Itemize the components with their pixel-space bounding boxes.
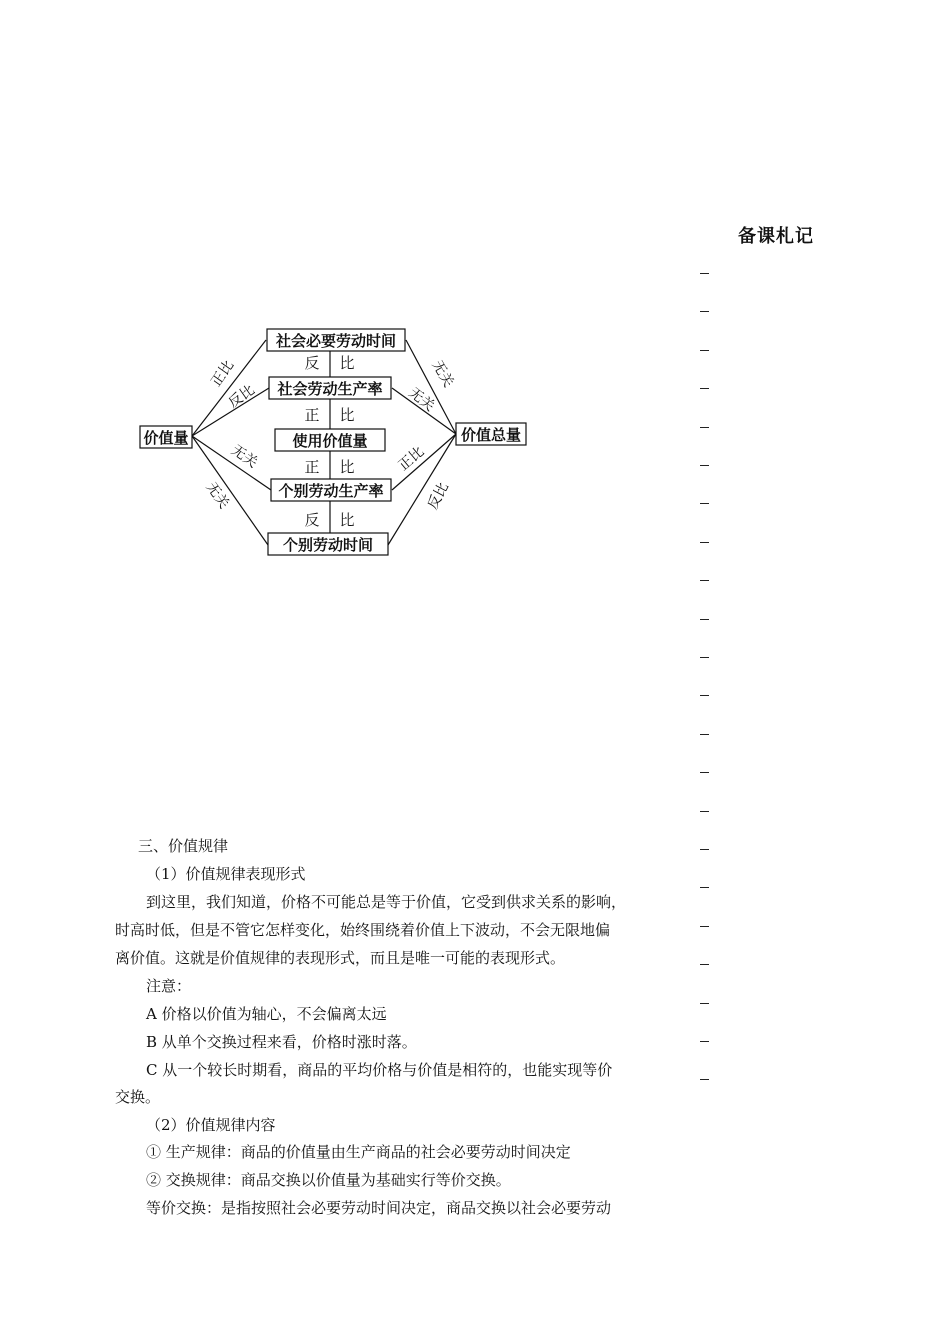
notes-dash: [700, 1041, 709, 1042]
svg-text:社会劳动生产率: 社会劳动生产率: [277, 380, 383, 398]
svg-text:价值总量: 价值总量: [460, 426, 522, 444]
box-social-necessary-labor-time: [267, 329, 405, 351]
svg-text:价值量: 价值量: [143, 429, 189, 447]
edge-label-left-4: 无关: [202, 479, 232, 512]
notes-dash: [700, 849, 709, 850]
notes-dash: [700, 772, 709, 773]
svg-text:个别劳动生产率: 个别劳动生产率: [278, 482, 384, 500]
notes-dash: [700, 657, 709, 658]
notes-dash: [700, 695, 709, 696]
notes-dash: [700, 273, 709, 274]
notes-dash: [700, 964, 709, 965]
notes-dash: [700, 465, 709, 466]
value-relation-diagram: [130, 320, 540, 570]
edge-label-left-1: 正比: [208, 357, 238, 390]
relation-1-left: 反: [304, 354, 320, 372]
note-item-b: B 从单个交换过程来看，价格时涨时落。: [146, 1033, 417, 1051]
relation-4-left: 反: [304, 511, 320, 529]
relation-3-right: 比: [339, 458, 355, 476]
node-total-value: [456, 423, 526, 445]
box-social-labor-productivity: [269, 377, 391, 399]
note-item-a: A 价格以价值为轴心，不会偏离太远: [146, 1005, 387, 1023]
notes-dash: [700, 619, 709, 620]
edge-label-left-2: 反比: [225, 382, 258, 412]
notes-dash: [700, 887, 709, 888]
note-item-c: C 从一个较长时期看，商品的平均价格与价值是相符的，也能实现等价: [146, 1061, 613, 1079]
notes-dash: [700, 1079, 709, 1080]
box-individual-labor-time: [268, 533, 388, 555]
notes-dash: [700, 350, 709, 351]
edge-left-to-box-1: [192, 340, 266, 436]
notes-dash: [700, 580, 709, 581]
notes-dash: [700, 734, 709, 735]
notes-column-title: 备课札记: [738, 226, 814, 247]
box-individual-labor-productivity: [271, 479, 391, 501]
paragraph-line: 离价值。这就是价值规律的表现形式，而且是唯一可能的表现形式。: [115, 949, 566, 967]
note-label: 注意：: [146, 977, 192, 995]
section-heading: 三、价值规律: [138, 837, 229, 855]
svg-text:社会必要劳动时间: 社会必要劳动时间: [275, 332, 397, 350]
notes-dash: [700, 542, 709, 543]
edge-left-to-box-4: [192, 436, 271, 490]
notes-dash: [700, 427, 709, 428]
relation-1-right: 比: [339, 354, 355, 372]
svg-text:个别劳动时间: 个别劳动时间: [282, 536, 374, 554]
edge-label-right-4: 反比: [424, 480, 453, 513]
paragraph-line: 时高时低，但是不管它怎样变化，始终围绕着价值上下波动，不会无限地偏: [115, 921, 611, 939]
notes-dash: [700, 388, 709, 389]
relation-4-right: 比: [339, 511, 355, 529]
paragraph-line: 到这里，我们知道，价格不可能总是等于价值，它受到供求关系的影响，: [146, 893, 627, 911]
notes-dash: [700, 503, 709, 504]
notes-dash: [700, 1003, 709, 1004]
edge-label-right-2: 无关: [405, 384, 438, 415]
notes-dash: [700, 926, 709, 927]
edge-label-left-3: 无关: [228, 442, 261, 472]
svg-text:使用价值量: 使用价值量: [292, 432, 368, 450]
relation-2-right: 比: [339, 406, 355, 424]
subheading-1: （1）价值规律表现形式: [146, 865, 306, 883]
box-use-value-quantity: [275, 429, 385, 451]
notes-dash: [700, 811, 709, 812]
edge-label-right-1: 无关: [428, 357, 457, 391]
subheading-2: （2）价值规律内容: [146, 1116, 276, 1134]
law-item-2: ② 交换规律：商品交换以价值量为基础实行等价交换。: [146, 1171, 511, 1189]
node-value-quantity: [140, 426, 192, 448]
edge-label-right-3: 正比: [395, 443, 428, 475]
note-item-c-cont: 交换。: [115, 1088, 161, 1106]
relation-2-left: 正: [304, 406, 320, 424]
notes-dash: [700, 311, 709, 312]
paragraph-line: 等价交换：是指按照社会必要劳动时间决定，商品交换以社会必要劳动: [146, 1199, 612, 1217]
relation-3-left: 正: [304, 458, 320, 476]
law-item-1: ① 生产规律：商品的价值量由生产商品的社会必要劳动时间决定: [146, 1143, 571, 1161]
